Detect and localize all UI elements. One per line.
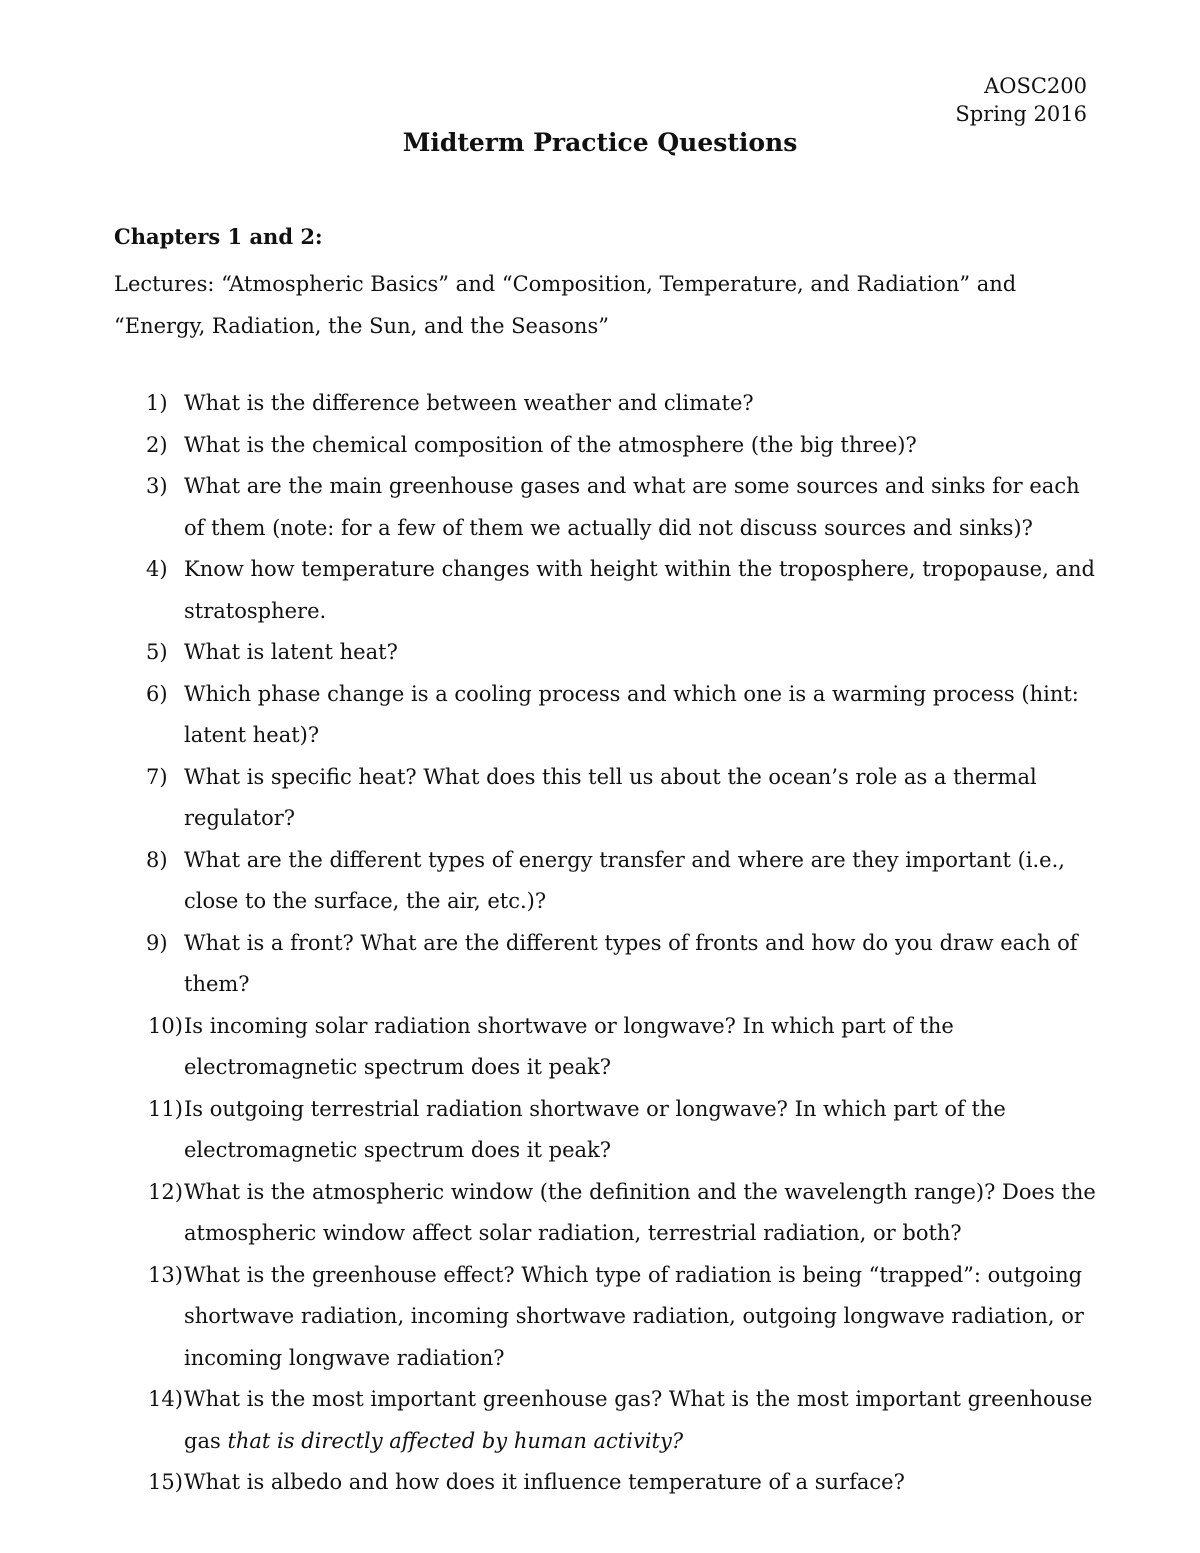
question-number: 3)	[146, 474, 168, 498]
question-number: 5)	[146, 640, 168, 664]
question-text: What is a front? What are the different types of fronts and how do you draw each of them?	[184, 930, 1078, 996]
question-item-4	[114, 549, 1104, 632]
question-number: 4)	[146, 557, 168, 581]
question-item-15	[114, 1462, 1104, 1504]
question-text: What is the atmospheric window (the definition and the wavelength range)? Does the atmospheric window affect solar radiation, terrestrial radiation, or both?	[184, 1179, 1096, 1245]
chapter-heading: Chapters 1 and 2:	[114, 224, 323, 249]
question-number: 2)	[146, 432, 168, 457]
question-number: 9)	[146, 930, 168, 955]
question-number: 8)	[146, 847, 168, 872]
question-item-3	[114, 466, 1104, 549]
question-text-italic: that is directly affected by human activity?	[227, 1428, 684, 1453]
lectures-line: Lectures: “Atmospheric Basics” and “Composition, Temperature, and Radiation” and “Energy, Radiation, the Sun, and the Seasons”	[114, 272, 1017, 338]
question-text: Is outgoing terrestrial radiation shortwave or longwave? In which part of the electromagnetic spectrum does it peak?	[184, 1096, 1006, 1162]
question-item-2	[114, 425, 1104, 467]
question-list	[114, 383, 1104, 1504]
question-number: 15)	[148, 1470, 183, 1494]
question-text: What is the difference between weather and climate?	[184, 391, 754, 415]
question-text: What is latent heat?	[184, 640, 398, 664]
question-text-regular: What is the most important greenhouse gas? What is the most important greenhouse gas	[184, 1387, 1093, 1453]
question-text: Which phase change is a cooling process and which one is a warming process (hint: latent heat)?	[184, 681, 1079, 747]
question-number: 6)	[146, 681, 168, 706]
question-number: 12)	[148, 1179, 183, 1204]
question-number: 11)	[148, 1096, 183, 1121]
question-number: 7)	[146, 764, 168, 789]
question-text: What is specific heat? What does this tell us about the ocean’s role as a thermal regulator?	[184, 764, 1037, 830]
question-text: What are the main greenhouse gases and what are some sources and sinks for each of them (note: for a few of them we actually did not discuss sources and sinks)?	[184, 474, 1080, 540]
question-text	[184, 1387, 1092, 1453]
question-text: What is the chemical composition of the atmosphere (the big three)?	[184, 432, 917, 457]
question-item-11	[114, 1089, 1104, 1172]
question-number: 13)	[148, 1262, 183, 1287]
question-item-1	[114, 383, 1104, 425]
question-text: Is incoming solar radiation shortwave or longwave? In which part of the electromagnetic spectrum does it peak?	[184, 1013, 954, 1079]
question-item-12	[114, 1172, 1104, 1255]
question-text: Know how temperature changes with height within the troposphere, tropopause, and stratosphere.	[184, 557, 1095, 623]
question-item-14	[114, 1379, 1104, 1462]
course-info	[955, 72, 1087, 128]
question-text: What is the greenhouse effect? Which type of radiation is being “trapped”: outgoing shortwave radiation, incoming shortwave radiation, outgoing longwave radiation, or incoming longwave radiation?	[184, 1262, 1084, 1370]
question-item-7	[114, 757, 1104, 840]
term: Spring 2016	[955, 102, 1087, 126]
question-item-13	[114, 1255, 1104, 1380]
question-number: 1)	[146, 391, 168, 415]
page-title: Midterm Practice Questions	[402, 128, 798, 157]
course-code: AOSC200	[984, 74, 1087, 98]
question-number: 10)	[148, 1013, 183, 1038]
question-item-9	[114, 923, 1104, 1006]
question-item-8	[114, 840, 1104, 923]
question-item-10	[114, 1006, 1104, 1089]
question-number: 14)	[148, 1387, 183, 1411]
question-item-6	[114, 674, 1104, 757]
question-text: What is albedo and how does it influence temperature of a surface?	[184, 1470, 905, 1494]
question-text: What are the different types of energy transfer and where are they important (i.e., close to the surface, the air, etc.)?	[184, 847, 1065, 913]
question-item-5	[114, 632, 1104, 674]
